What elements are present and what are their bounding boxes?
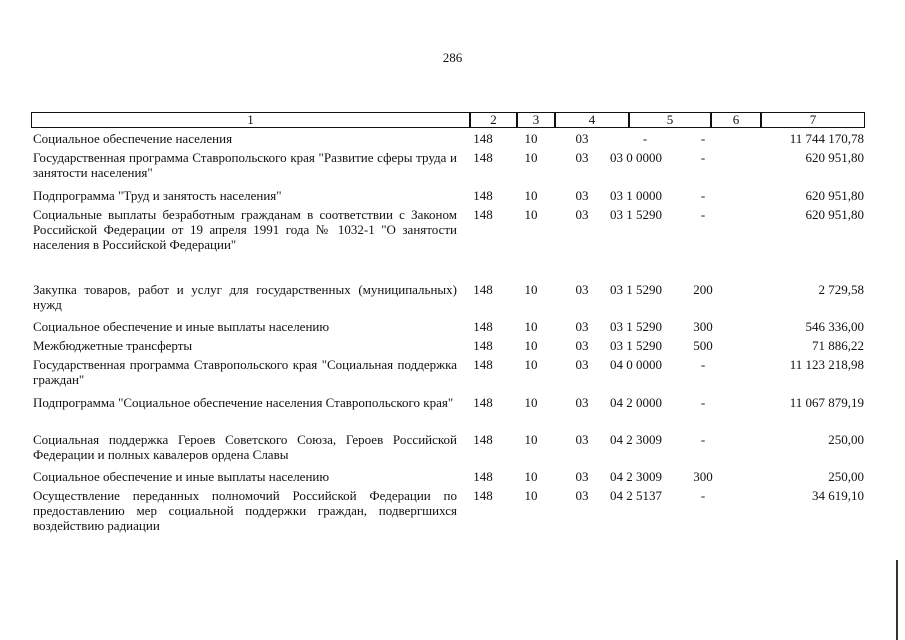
header-col-4: 4: [588, 112, 596, 127]
row-name: Подпрограмма "Труд и занятость населения": [33, 188, 282, 203]
row-col-3: 10: [524, 207, 538, 222]
row-name: Подпрограмма "Социальное обеспечение населения Ставропольского края": [33, 395, 454, 410]
row-col-6: 300: [693, 319, 713, 334]
row-col-5: 04 2 3009: [610, 432, 662, 447]
table-header: [31, 112, 865, 128]
row-col-4: 03: [575, 488, 589, 503]
row-col-3: 10: [524, 131, 538, 146]
row-name: Осуществление переданных полномочий Российской Федерации по предоставлению мер социальной поддержки граждан, подвергшихся воздействию радиации: [33, 488, 457, 533]
row-col-4: 03: [575, 188, 589, 203]
row-col-2: 148: [473, 488, 493, 503]
row-col-5: 04 2 3009: [610, 469, 662, 484]
row-col-4: 03: [575, 432, 589, 447]
row-amount: 2 729,58: [818, 282, 864, 297]
row-col-6: -: [700, 131, 706, 146]
row-col-4: 03: [575, 319, 589, 334]
row-col-5: 03 1 5290: [610, 282, 662, 297]
row-name: Социальное обеспечение и иные выплаты населению: [33, 469, 330, 484]
row-col-2: 148: [473, 188, 493, 203]
row-col-3: 10: [524, 188, 538, 203]
row-amount: 620 951,80: [805, 150, 864, 165]
row-col-2: 148: [473, 131, 493, 146]
row-col-4: 03: [575, 207, 589, 222]
row-col-6: -: [700, 488, 706, 503]
row-name: Социальное обеспечение и иные выплаты населению: [33, 319, 330, 334]
row-col-6: -: [700, 357, 706, 372]
row-amount: 11 123 218,98: [789, 357, 864, 372]
row-col-5: 04 2 5137: [610, 488, 662, 503]
row-amount: 11 067 879,19: [789, 395, 864, 410]
row-name: Социальное обеспечение населения: [33, 131, 233, 146]
row-amount: 71 886,22: [812, 338, 864, 353]
row-amount: 34 619,10: [812, 488, 864, 503]
row-col-6: 200: [693, 282, 713, 297]
header-col-1: 1: [247, 112, 254, 127]
row-col-6: -: [700, 150, 706, 165]
row-col-6: -: [700, 207, 706, 222]
row-col-3: 10: [524, 357, 538, 372]
row-col-5: 03 1 5290: [610, 338, 662, 353]
row-col-2: 148: [473, 395, 493, 410]
row-amount: 620 951,80: [805, 207, 864, 222]
row-col-4: 03: [575, 357, 589, 372]
row-col-3: 10: [524, 282, 538, 297]
row-col-6: -: [700, 395, 706, 410]
row-amount: 250,00: [828, 432, 864, 447]
row-name: Государственная программа Ставропольского края "Социальная поддержка граждан": [33, 357, 457, 387]
row-amount: 546 336,00: [805, 319, 864, 334]
row-col-2: 148: [473, 338, 493, 353]
row-col-5: 03 0 0000: [610, 150, 662, 165]
row-col-4: 03: [575, 131, 589, 146]
row-col-2: 148: [473, 432, 493, 447]
row-col-5: -: [642, 131, 648, 146]
row-name: Межбюджетные трансферты: [33, 338, 193, 353]
row-col-3: 10: [524, 395, 538, 410]
row-col-3: 10: [524, 469, 538, 484]
row-col-3: 10: [524, 338, 538, 353]
page-number: 286: [442, 50, 463, 65]
row-name: Социальные выплаты безработным гражданам в соответствии с Законом Российской Федерации от 19 апреля 1991 года № 1032-1 "О занятости населения в Российской Федерации": [33, 207, 457, 252]
row-amount: 11 744 170,78: [789, 131, 864, 146]
row-col-5: 04 2 0000: [610, 395, 662, 410]
row-name: Закупка товаров, работ и услуг для государственных (муниципальных) нужд: [33, 282, 457, 312]
row-amount: 250,00: [828, 469, 864, 484]
row-col-5: 03 1 0000: [610, 188, 662, 203]
header-col-5: 5: [666, 112, 674, 127]
row-col-3: 10: [524, 150, 538, 165]
header-col-7: 7: [809, 112, 817, 127]
row-col-3: 10: [524, 319, 538, 334]
header-col-2: 2: [490, 112, 497, 127]
row-col-6: -: [700, 432, 706, 447]
row-col-6: -: [700, 188, 706, 203]
row-col-5: 03 1 5290: [610, 319, 662, 334]
row-col-2: 148: [473, 357, 493, 372]
row-col-5: 03 1 5290: [610, 207, 662, 222]
row-name: Государственная программа Ставропольского края "Развитие сферы труда и занятости населения": [33, 150, 457, 180]
row-col-3: 10: [524, 432, 538, 447]
row-col-2: 148: [473, 282, 493, 297]
row-col-4: 03: [575, 150, 589, 165]
row-col-6: 300: [693, 469, 713, 484]
page-edge-line: [896, 560, 898, 640]
row-col-2: 148: [473, 207, 493, 222]
header-col-6: 6: [732, 112, 740, 127]
row-name: Социальная поддержка Героев Советского Союза, Героев Российской Федерации и полных кавалеров ордена Славы: [33, 432, 457, 462]
row-col-4: 03: [575, 395, 589, 410]
row-col-5: 04 0 0000: [610, 357, 662, 372]
row-col-4: 03: [575, 469, 589, 484]
header-col-3: 3: [532, 112, 540, 127]
row-col-2: 148: [473, 319, 493, 334]
row-col-4: 03: [575, 282, 589, 297]
row-col-3: 10: [524, 488, 538, 503]
row-col-4: 03: [575, 338, 589, 353]
row-col-2: 148: [473, 150, 493, 165]
row-col-2: 148: [473, 469, 493, 484]
row-col-6: 500: [693, 338, 713, 353]
row-amount: 620 951,80: [805, 188, 864, 203]
